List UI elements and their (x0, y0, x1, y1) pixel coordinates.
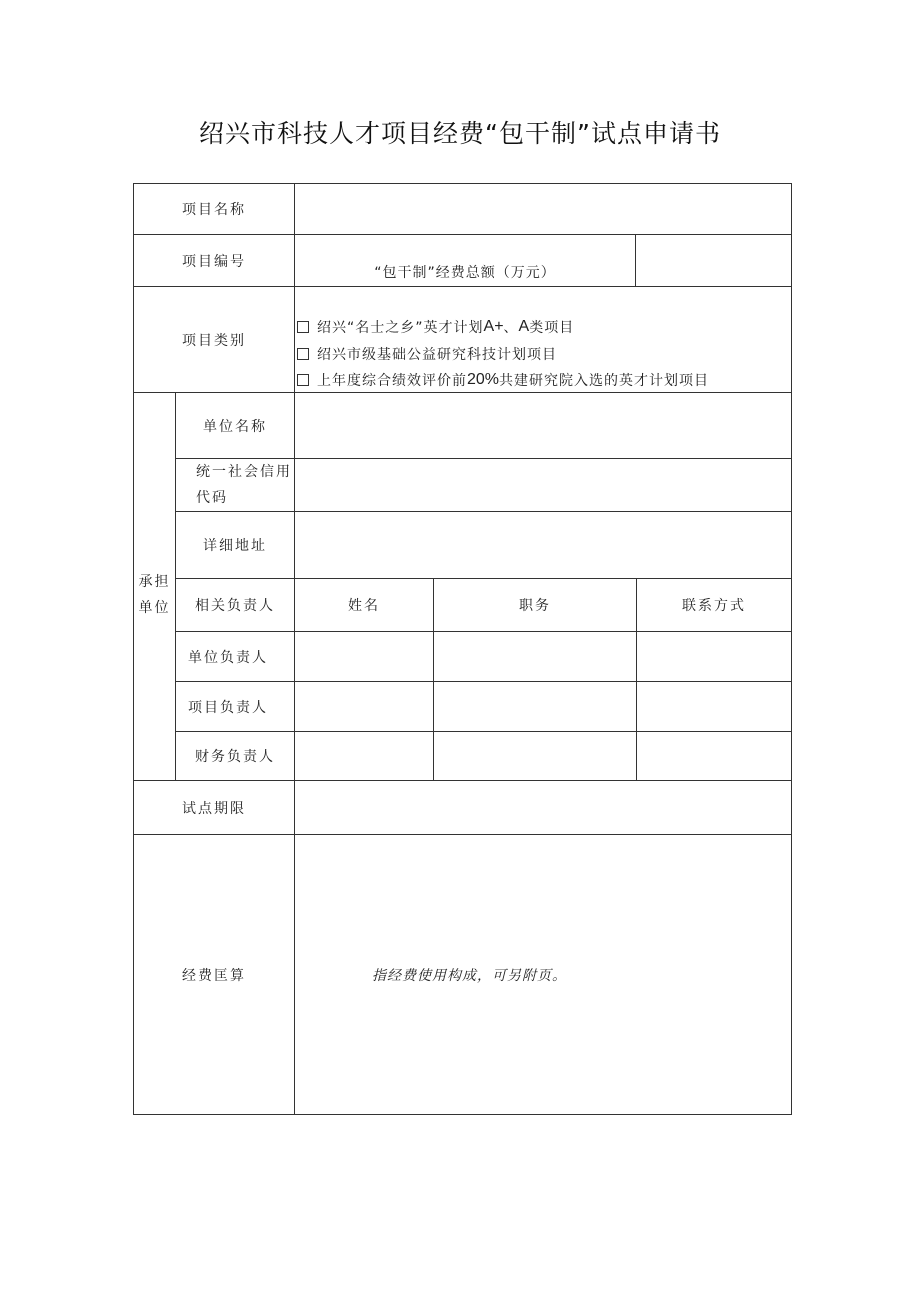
unit-head-label: 单位负责人 (188, 649, 268, 666)
project-head-position-field[interactable] (434, 682, 636, 731)
undertaking-unit-label: 承担单位 (138, 574, 171, 616)
budget-label: 经费匡算 (182, 967, 246, 984)
pilot-period-label: 试点期限 (182, 800, 246, 817)
name-column-header: 姓名 (348, 598, 380, 614)
project-category-label: 项目类别 (182, 332, 246, 349)
checkbox-icon[interactable] (297, 374, 309, 386)
credit-code-field[interactable] (295, 459, 791, 511)
unit-head-contact-field[interactable] (637, 632, 791, 681)
unit-name-label: 单位名称 (203, 418, 267, 435)
finance-head-label: 财务负责人 (195, 749, 275, 765)
unit-name-field[interactable] (295, 393, 791, 458)
contact-column-header: 联系方式 (682, 598, 746, 614)
total-fund-field[interactable] (636, 235, 791, 286)
project-name-label: 项目名称 (182, 202, 246, 218)
category-option-2[interactable]: 绍兴市级基础公益研究科技计划项目 (297, 344, 557, 364)
address-label: 详细地址 (203, 538, 267, 554)
pilot-period-field[interactable] (295, 781, 791, 834)
project-head-contact-field[interactable] (637, 682, 791, 731)
total-fund-label: “包干制”经费总额（万元） (374, 265, 556, 281)
finance-head-contact-field[interactable] (637, 732, 791, 780)
checkbox-icon[interactable] (297, 348, 309, 360)
category-option-3[interactable]: 上年度综合绩效评价前 20% 共建研究院入选的英才计划项目 (297, 370, 709, 390)
finance-head-position-field[interactable] (434, 732, 636, 780)
project-name-field[interactable] (295, 184, 791, 234)
unit-head-name-field[interactable] (295, 632, 433, 681)
address-field[interactable] (295, 512, 791, 578)
project-head-label: 项目负责人 (188, 699, 268, 716)
budget-note: 指经费使用构成，可另附页。 (372, 968, 567, 984)
responsible-persons-label: 相关负责人 (195, 598, 275, 614)
category-option-1[interactable]: 绍兴“名士之乡”英才计划 A+ 、 A 类项目 (297, 317, 574, 337)
position-column-header: 职务 (519, 598, 551, 614)
project-number-label: 项目编号 (182, 253, 246, 270)
credit-code-label: 统一社会信用代码 (196, 464, 292, 506)
project-head-name-field[interactable] (295, 682, 433, 731)
page-title: 绍兴市科技人才项目经费“包干制”试点申请书 (199, 119, 721, 148)
unit-head-position-field[interactable] (434, 632, 636, 681)
finance-head-name-field[interactable] (295, 732, 433, 780)
checkbox-icon[interactable] (297, 321, 309, 333)
